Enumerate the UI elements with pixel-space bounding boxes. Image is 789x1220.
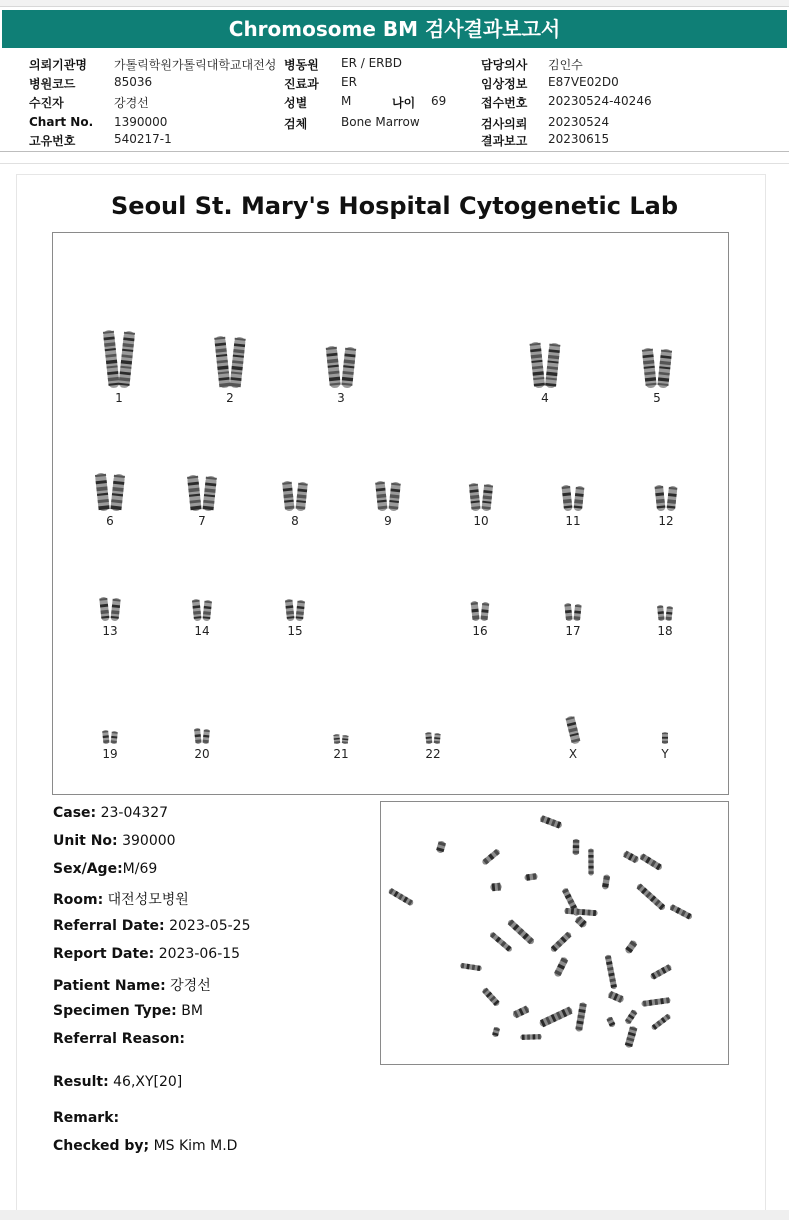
unit-label: Unit No: — [53, 833, 118, 849]
metaphase-chromosome — [388, 887, 415, 906]
remark-line — [53, 1110, 119, 1126]
chromosome-label-Y: Y — [661, 747, 669, 761]
metaphase-chromosome — [481, 848, 501, 866]
chromosome-label-15: 15 — [287, 624, 303, 638]
top-border — [0, 0, 789, 7]
chromosome-pair-9 — [375, 481, 401, 528]
chromosome-label-3: 3 — [337, 391, 345, 405]
chromosome-label-18: 18 — [657, 624, 673, 638]
karyogram-image — [53, 233, 730, 796]
chromosome-pair-10 — [469, 483, 493, 528]
metaphase-chromosome — [602, 874, 611, 890]
metaphase-chromosome — [574, 915, 588, 929]
metaphase-chromosome — [489, 931, 513, 953]
bottom-strip — [0, 1210, 789, 1220]
specimen-type-label: Specimen Type: — [53, 1003, 177, 1019]
unique-label: 고유번호 — [29, 134, 76, 148]
metaphase-image — [380, 801, 729, 1065]
chromosome-label-13: 13 — [102, 624, 118, 638]
sex-value: M — [341, 94, 352, 108]
chromosome-label-17: 17 — [565, 624, 581, 638]
room-value: 대전성모병원 — [107, 892, 189, 908]
specimen-type-line — [53, 1003, 203, 1019]
chromosome-pair-2 — [214, 336, 246, 405]
request-date-label: 검사의뢰 — [481, 117, 528, 131]
metaphase-chromosome — [539, 815, 563, 829]
patient-info-panel — [0, 52, 789, 152]
dept-value: ER — [341, 75, 357, 89]
chromosome-pair-18 — [657, 605, 673, 638]
chromosome-pair-X — [565, 715, 581, 761]
result-date-value: 20230615 — [548, 132, 610, 146]
examinee-value: 강경선 — [114, 96, 149, 110]
remark-label: Remark: — [53, 1110, 120, 1126]
age-value: 69 — [431, 94, 447, 108]
patient-label: Patient Name: — [53, 978, 166, 994]
metaphase-chromosome — [606, 1016, 616, 1028]
lab-title: Seoul St. Mary's Hospital Cytogenetic Lab — [111, 192, 678, 220]
info-row-2 — [0, 75, 789, 93]
chromosome-pair-16 — [471, 601, 490, 638]
chromosome-pair-17 — [564, 603, 581, 638]
metaphase-chromosome — [520, 1034, 542, 1040]
chromosome-pair-19 — [102, 730, 118, 761]
chromosome-pair-5 — [642, 348, 672, 405]
sexage-label: Sex/Age: — [53, 861, 123, 877]
chromosome-label-22: 22 — [425, 747, 441, 761]
checked-line — [53, 1138, 237, 1154]
request-date-value: 20230524 — [548, 115, 610, 129]
examinee-label: 수진자 — [29, 96, 64, 110]
metaphase-chromosome — [607, 990, 625, 1003]
chromosome-label-12: 12 — [658, 514, 674, 528]
metaphase-chromosome — [624, 1009, 638, 1025]
metaphase-chromosome — [622, 850, 640, 864]
chromosome-pair-20 — [194, 728, 210, 761]
result-line — [53, 1074, 182, 1090]
unique-value: 540217-1 — [114, 132, 172, 146]
chromosome-label-5: 5 — [653, 391, 661, 405]
institution-label: 의뢰기관명 — [29, 58, 87, 72]
chromosome-label-4: 4 — [541, 391, 549, 405]
receipt-value: 20230524-40246 — [548, 94, 652, 108]
chromosome-label-16: 16 — [472, 624, 488, 638]
doctor-value: 김인수 — [548, 58, 583, 72]
chromosome-label-X: X — [568, 747, 578, 761]
ward-value: ER / ERBD — [341, 56, 402, 70]
sexage-value: M/69 — [122, 861, 158, 877]
metaphase-chromosome — [564, 908, 598, 916]
chart-value: 1390000 — [114, 115, 168, 129]
chromosome-pair-8 — [282, 481, 308, 528]
metaphase-chromosome — [573, 839, 580, 855]
chromosome-pair-4 — [529, 342, 560, 405]
chromosome-label-8: 8 — [291, 514, 299, 528]
hospital-code-label: 병원코드 — [29, 77, 76, 91]
hospital-code-value: 85036 — [114, 75, 153, 89]
referral-date-value: 2023-05-25 — [169, 918, 251, 934]
metaphase-chromosome — [575, 1002, 587, 1032]
doctor-label: 담당의사 — [481, 58, 528, 72]
case-value: 23-04327 — [100, 805, 169, 821]
chart-label: Chart No. — [29, 115, 94, 129]
clinical-label: 임상정보 — [481, 77, 528, 91]
sexage-line — [53, 861, 157, 877]
info-row-1 — [0, 56, 789, 74]
metaphase-chromosome — [512, 1005, 531, 1019]
info-row-3 — [0, 94, 789, 112]
report-date-value: 2023-06-15 — [158, 946, 241, 962]
institution-value: 가톨릭학원가톨릭대학교대전성 — [114, 58, 277, 72]
specimen-label: 검체 — [284, 117, 308, 131]
referral-reason-label: Referral Reason: — [53, 1031, 186, 1047]
metaphase-chromosome — [639, 853, 663, 871]
report-title-bar — [2, 10, 787, 48]
room-label: Room: — [53, 892, 104, 908]
dept-label: 진료과 — [284, 77, 319, 91]
referral-date-line — [53, 918, 250, 934]
result-label: Result: — [53, 1074, 109, 1090]
unit-line — [53, 833, 176, 849]
chromosome-label-21: 21 — [333, 747, 349, 761]
chromosome-label-20: 20 — [194, 747, 210, 761]
chromosome-label-9: 9 — [384, 514, 392, 528]
patient-value: 강경선 — [170, 978, 211, 994]
info-row-4 — [0, 115, 789, 133]
metaphase-chromosome — [641, 997, 671, 1007]
room-line — [53, 889, 189, 909]
chromosome-pair-14 — [192, 599, 212, 638]
info-row-5 — [0, 132, 789, 150]
metaphase-chromosome — [460, 963, 482, 971]
result-date-label: 결과보고 — [481, 134, 528, 148]
metaphase-chromosome — [605, 954, 618, 989]
chromosome-label-11: 11 — [565, 514, 581, 528]
unit-value: 390000 — [122, 833, 176, 849]
metaphase-chromosome — [538, 1006, 573, 1028]
chromosome-pair-21 — [333, 734, 348, 761]
report-title: Chromosome BM 검사결과보고서 — [228, 17, 561, 41]
metaphase-chromosome — [649, 964, 672, 981]
chromosome-label-1: 1 — [115, 391, 123, 405]
sex-label: 성별 — [284, 96, 308, 110]
metaphase-chromosome — [436, 840, 447, 854]
chromosome-label-19: 19 — [102, 747, 118, 761]
chromosome-pair-13 — [99, 597, 121, 638]
metaphase-chromosome — [524, 873, 538, 881]
metaphase-chromosome — [507, 918, 536, 945]
chromosome-label-6: 6 — [106, 514, 114, 528]
karyogram-panel — [52, 232, 729, 795]
metaphase-chromosome — [481, 987, 500, 1007]
receipt-label: 접수번호 — [481, 96, 528, 110]
clinical-value: E87VE02D0 — [548, 75, 619, 89]
metaphase-chromosome — [588, 848, 593, 875]
age-label: 나이 — [392, 96, 416, 110]
chromosome-pair-6 — [95, 473, 125, 528]
metaphase-spread — [381, 802, 730, 1066]
metaphase-chromosome — [550, 931, 573, 953]
result-value: 46,XY[20] — [113, 1074, 183, 1090]
section-separator — [0, 163, 789, 164]
checked-label: Checked by; — [53, 1138, 150, 1154]
case-label: Case: — [53, 805, 97, 821]
chromosome-label-7: 7 — [198, 514, 206, 528]
specimen-value: Bone Marrow — [341, 115, 420, 129]
report-date-line — [53, 946, 240, 962]
case-line — [53, 805, 168, 821]
chromosome-pair-1 — [103, 330, 135, 405]
chromosome-pair-15 — [285, 599, 305, 638]
chromosome-pair-22 — [425, 732, 441, 761]
patient-line — [53, 975, 211, 995]
referral-date-label: Referral Date: — [53, 918, 165, 934]
metaphase-chromosome — [624, 1025, 637, 1048]
metaphase-chromosome — [669, 904, 693, 921]
chromosome-label-14: 14 — [194, 624, 210, 638]
referral-reason-line — [53, 1031, 185, 1047]
checked-value: MS Kim M.D — [153, 1138, 238, 1154]
chromosome-label-10: 10 — [473, 514, 489, 528]
metaphase-chromosome — [651, 1013, 672, 1031]
specimen-type-value: BM — [181, 1003, 203, 1019]
ward-label: 병동원 — [284, 58, 319, 72]
chromosome-label-2: 2 — [226, 391, 234, 405]
chromosome-pair-3 — [326, 346, 357, 405]
chromosome-pair-7 — [187, 475, 217, 528]
chromosome-pair-12 — [654, 485, 677, 528]
metaphase-chromosome — [492, 1026, 501, 1037]
chromosome-pair-11 — [561, 485, 584, 528]
metaphase-chromosome — [636, 883, 667, 912]
chromosome-pair-Y — [660, 732, 669, 761]
report-date-label: Report Date: — [53, 946, 155, 962]
metaphase-chromosome — [490, 883, 502, 892]
metaphase-chromosome — [553, 956, 569, 978]
metaphase-chromosome — [624, 939, 638, 955]
